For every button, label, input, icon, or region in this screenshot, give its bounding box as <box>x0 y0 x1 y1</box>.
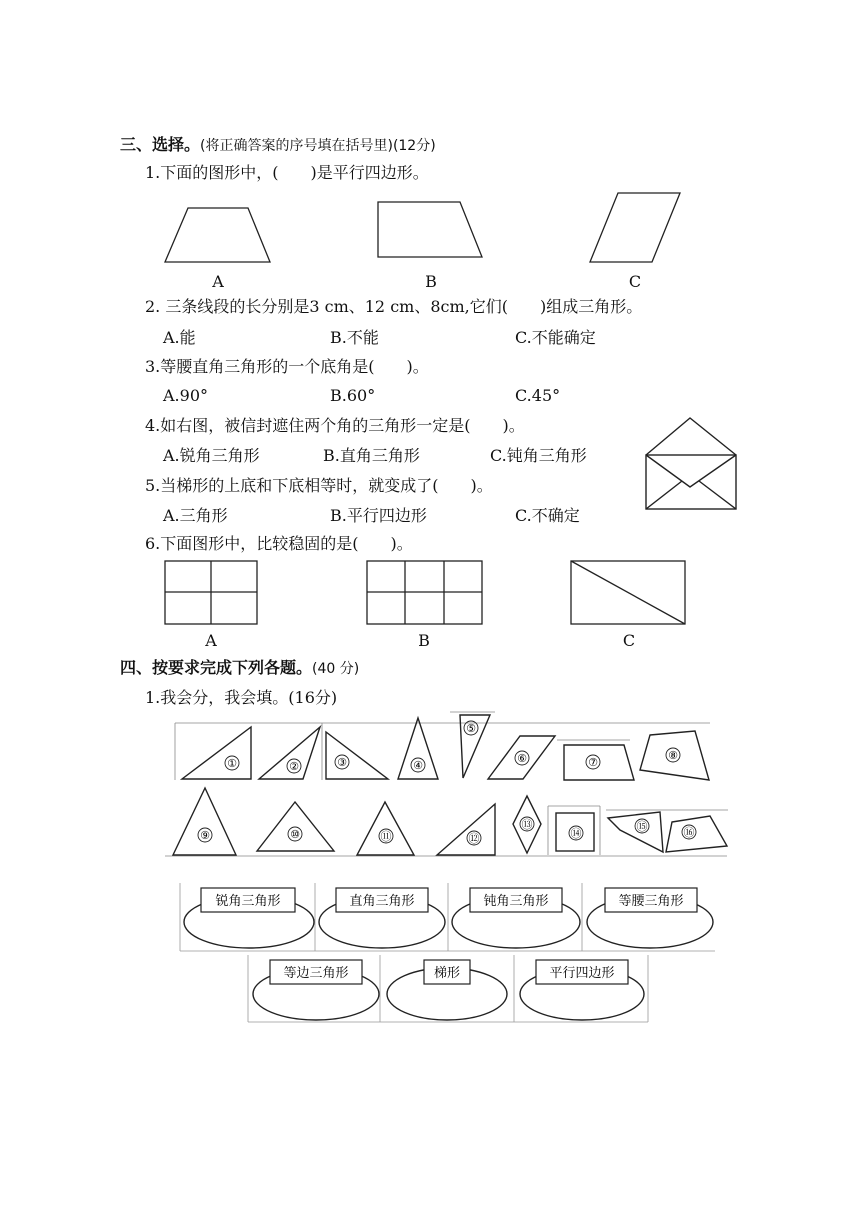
q5-option-a: A.三角形 <box>163 506 228 525</box>
q4-option-b: B.直角三角形 <box>323 446 420 465</box>
q2-option-a: A.能 <box>163 328 196 347</box>
shape-6-number: ⑥ <box>517 752 527 765</box>
q5-option-b: B.平行四边形 <box>330 506 427 525</box>
category-isosceles <box>587 888 713 948</box>
shape-2-number: ② <box>289 760 299 773</box>
category-equilateral <box>253 960 379 1020</box>
category-trapezoid <box>387 960 507 1020</box>
q3-option-c: C.45° <box>515 386 561 405</box>
q4-text: 4.如右图，被信封遮住两个角的三角形一定是( )。 <box>145 416 525 435</box>
q1-label-c: C <box>628 272 642 291</box>
section3-note: (将正确答案的序号填在括号里)(12分) <box>200 138 436 154</box>
q2-text: 2. 三条线段的长分别是3 cm、12 cm、8cm,它们( )组成三角形。 <box>145 297 643 316</box>
shape-7-number: ⑦ <box>588 756 598 769</box>
category-acute-label: 锐角三角形 <box>215 894 281 909</box>
shape-8-number: ⑧ <box>668 749 678 762</box>
category-parallelogram <box>520 960 644 1020</box>
q3-option-b: B.60° <box>330 386 376 405</box>
s4-q1-text: 1.我会分，我会填。(16分) <box>145 688 338 707</box>
q2-option-c: C.不能确定 <box>515 328 596 347</box>
q4-option-a: A.锐角三角形 <box>163 446 260 465</box>
shape-1-number: ① <box>227 757 237 770</box>
q3-text: 3.等腰直角三角形的一个底角是( )。 <box>145 357 429 376</box>
shape-12-number: ⑫ <box>468 832 480 845</box>
q6-label-a: A <box>205 631 217 650</box>
q1-label-a: A <box>212 272 224 291</box>
category-obtuse-label: 钝角三角形 <box>483 894 549 909</box>
shape-4-number: ④ <box>413 759 423 772</box>
q6-label-c: C <box>622 631 636 650</box>
category-right-label: 直角三角形 <box>349 894 415 909</box>
shape-10-number: ⑩ <box>290 828 300 841</box>
section3-title: 三、选择。 <box>120 135 201 154</box>
shape-9-number: ⑨ <box>200 829 210 842</box>
category-isosceles-label: 等腰三角形 <box>618 894 684 909</box>
category-equilateral-label: 等边三角形 <box>283 966 349 981</box>
shape-13-number: ⑬ <box>521 818 533 831</box>
q5-option-c: C.不确定 <box>515 506 580 525</box>
q6-text: 6.下面图形中，比较稳固的是( )。 <box>145 534 413 553</box>
category-trapezoid-label: 梯形 <box>433 966 461 981</box>
q5-text: 5.当梯形的上底和下底相等时，就变成了( )。 <box>145 476 493 495</box>
q1-text: 1.下面的图形中，( )是平行四边形。 <box>145 163 429 182</box>
shape-5-number: ⑤ <box>466 722 476 735</box>
q3-option-a: A.90° <box>163 386 208 405</box>
shape-15-number: ⑮ <box>636 820 648 833</box>
section4-note: (40 分) <box>312 661 360 677</box>
category-acute <box>184 888 314 948</box>
section4-title: 四、按要求完成下列各题。 <box>120 658 313 677</box>
category-right <box>319 888 445 948</box>
category-parallelogram-label: 平行四边形 <box>549 966 615 981</box>
shape-16-number: ⑯ <box>683 826 695 839</box>
shape-14-number: ⑭ <box>570 827 582 840</box>
shape-3-number: ③ <box>337 756 347 769</box>
shape-11-number: ⑪ <box>380 830 392 843</box>
q2-option-b: B.不能 <box>330 328 379 347</box>
q4-option-c: C.钝角三角形 <box>490 446 587 465</box>
category-obtuse <box>452 888 580 948</box>
q6-label-b: B <box>418 631 430 650</box>
q1-label-b: B <box>425 272 437 291</box>
